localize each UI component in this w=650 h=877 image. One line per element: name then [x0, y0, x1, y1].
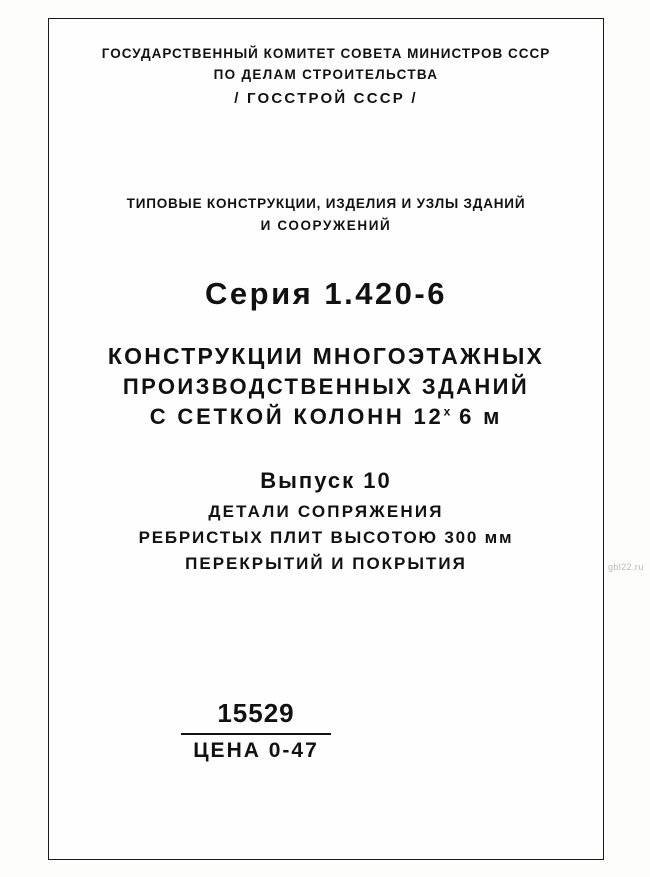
organization-line-1: ГОСУДАРСТВЕННЫЙ КОМИТЕТ СОВЕТА МИНИСТРОВ СССР — [101, 46, 551, 61]
issue-line-1: ДЕТАЛИ СОПРЯЖЕНИЯ — [208, 502, 444, 521]
main-title-line-3-prefix: С СЕТКОЙ КОЛОНН 12 — [149, 404, 444, 429]
organization-line-2: ПО ДЕЛАМ СТРОИТЕЛЬСТВА — [213, 67, 439, 82]
footer-divider — [181, 733, 331, 735]
main-title-block — [48, 343, 604, 434]
main-title-line-3 — [48, 404, 604, 430]
series-designation: Серия 1.420-6 — [205, 276, 447, 311]
issue-line-2: РЕБРИСТЫХ ПЛИТ ВЫСОТОЮ 300 мм — [138, 528, 514, 547]
issue-block — [48, 468, 604, 574]
organization-line-3: / ГОССТРОЙ СССР / — [234, 90, 418, 107]
document-content — [48, 18, 604, 860]
main-title-line-1: КОНСТРУКЦИИ МНОГОЭТАЖНЫХ — [107, 343, 545, 369]
main-title-line-3-superscript: х — [443, 404, 451, 419]
main-title-line-3-suffix: 6 м — [459, 404, 503, 429]
footer-block — [126, 698, 386, 763]
issue-line-3: ПЕРЕКРЫТИЙ И ПОКРЫТИЯ — [185, 554, 467, 573]
watermark: gbl22.ru — [608, 562, 644, 572]
document-number: 15529 — [217, 698, 295, 728]
subtitle-block — [48, 196, 604, 233]
subtitle-line-1: ТИПОВЫЕ КОНСТРУКЦИИ, ИЗДЕЛИЯ И УЗЛЫ ЗДАНИЙ — [126, 196, 526, 211]
subtitle-line-2: И СООРУЖЕНИЙ — [260, 218, 392, 233]
main-title-line-2: ПРОИЗВОДСТВЕННЫХ ЗДАНИЙ — [122, 374, 530, 399]
organization-block — [48, 46, 604, 107]
issue-title: Выпуск 10 — [260, 468, 392, 493]
price-label: ЦЕНА 0-47 — [193, 739, 319, 762]
